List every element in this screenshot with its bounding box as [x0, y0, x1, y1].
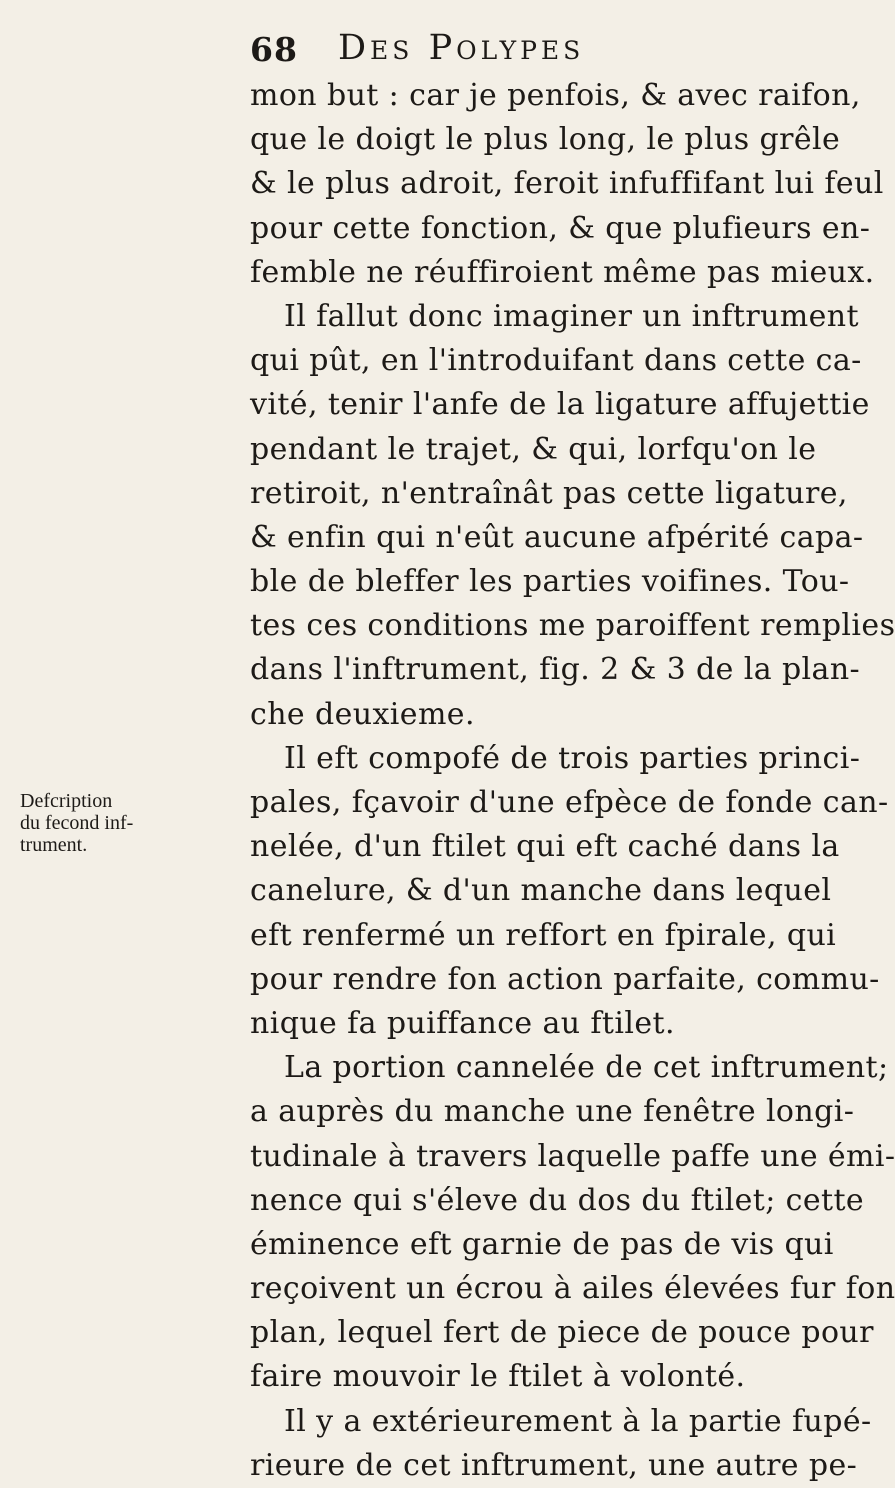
- text-line: canelure, & d'un manche dans lequel: [250, 873, 832, 909]
- text-line: nique fa puiffance au ftilet.: [250, 1005, 675, 1041]
- margin-note-line: du fecond inf-: [20, 812, 134, 834]
- text-line: rieure de cet inftrument, une autre pe-: [250, 1447, 858, 1483]
- margin-note: [20, 790, 240, 856]
- body-text: [250, 74, 895, 1488]
- text-line: tes ces conditions me paroiffent remplies: [250, 608, 895, 644]
- text-line: Il fallut donc imaginer un inftrument: [284, 298, 859, 334]
- text-line: & le plus adroit, feroit infuffifant lui feul: [250, 166, 884, 202]
- text-line: eft renfermé un reffort en fpirale, qui: [250, 917, 837, 953]
- text-line: plan, lequel fert de piece de pouce pour: [250, 1315, 874, 1351]
- text-line: Il eft compofé de trois parties princi-: [284, 740, 861, 776]
- text-line: & enfin qui n'eût aucune afpérité capa-: [250, 519, 864, 555]
- text-line: La portion cannelée de cet inftrument;: [284, 1050, 889, 1086]
- text-line: a auprès du manche une fenêtre longi-: [250, 1094, 855, 1130]
- text-line: Il y a extérieurement à la partie fupé-: [284, 1403, 872, 1439]
- text-line: nence qui s'éleve du dos du ftilet; cette: [250, 1182, 865, 1218]
- text-line: mon but : car je penfois, & avec raifon,: [250, 78, 861, 113]
- page-header: [250, 28, 780, 78]
- text-line: pour cette fonction, & que plufieurs en-: [250, 210, 871, 246]
- text-line: pales, fçavoir d'une efpèce de fonde can-: [250, 785, 889, 820]
- text-line: retiroit, n'entraînât pas cette ligature,: [250, 475, 848, 511]
- margin-note-line: trument.: [20, 834, 88, 856]
- text-line: che deuxieme.: [250, 696, 475, 732]
- margin-note-line: Defcription: [20, 790, 113, 812]
- text-line: faire mouvoir le ftilet à volonté.: [250, 1359, 746, 1395]
- text-line: que le doigt le plus long, le plus grêle: [250, 122, 841, 158]
- text-line: éminence eft garnie de pas de vis qui: [250, 1226, 834, 1262]
- page-number: 68: [250, 30, 298, 69]
- text-line: reçoivent un écrou à ailes élevées fur fon: [250, 1271, 895, 1307]
- text-line: tudinale à travers laquelle paffe une émi-: [250, 1138, 895, 1174]
- text-line: dans l'inftrument, fig. 2 & 3 de la plan-: [250, 652, 861, 688]
- running-title: Des Polypes: [338, 28, 585, 68]
- text-line: pendant le trajet, & qui, lorfqu'on le: [250, 431, 817, 467]
- text-line: nelée, d'un ftilet qui eft caché dans la: [250, 829, 840, 865]
- text-line: qui pût, en l'introduifant dans cette ca-: [250, 343, 862, 379]
- text-line: femble ne réuffiroient même pas mieux.: [250, 254, 875, 290]
- text-line: vité, tenir l'anfe de la ligature affujettie: [250, 387, 870, 423]
- text-line: pour rendre fon action parfaite, commu-: [250, 961, 880, 997]
- text-line: ble de bleffer les parties voifines. Tou-: [250, 564, 850, 600]
